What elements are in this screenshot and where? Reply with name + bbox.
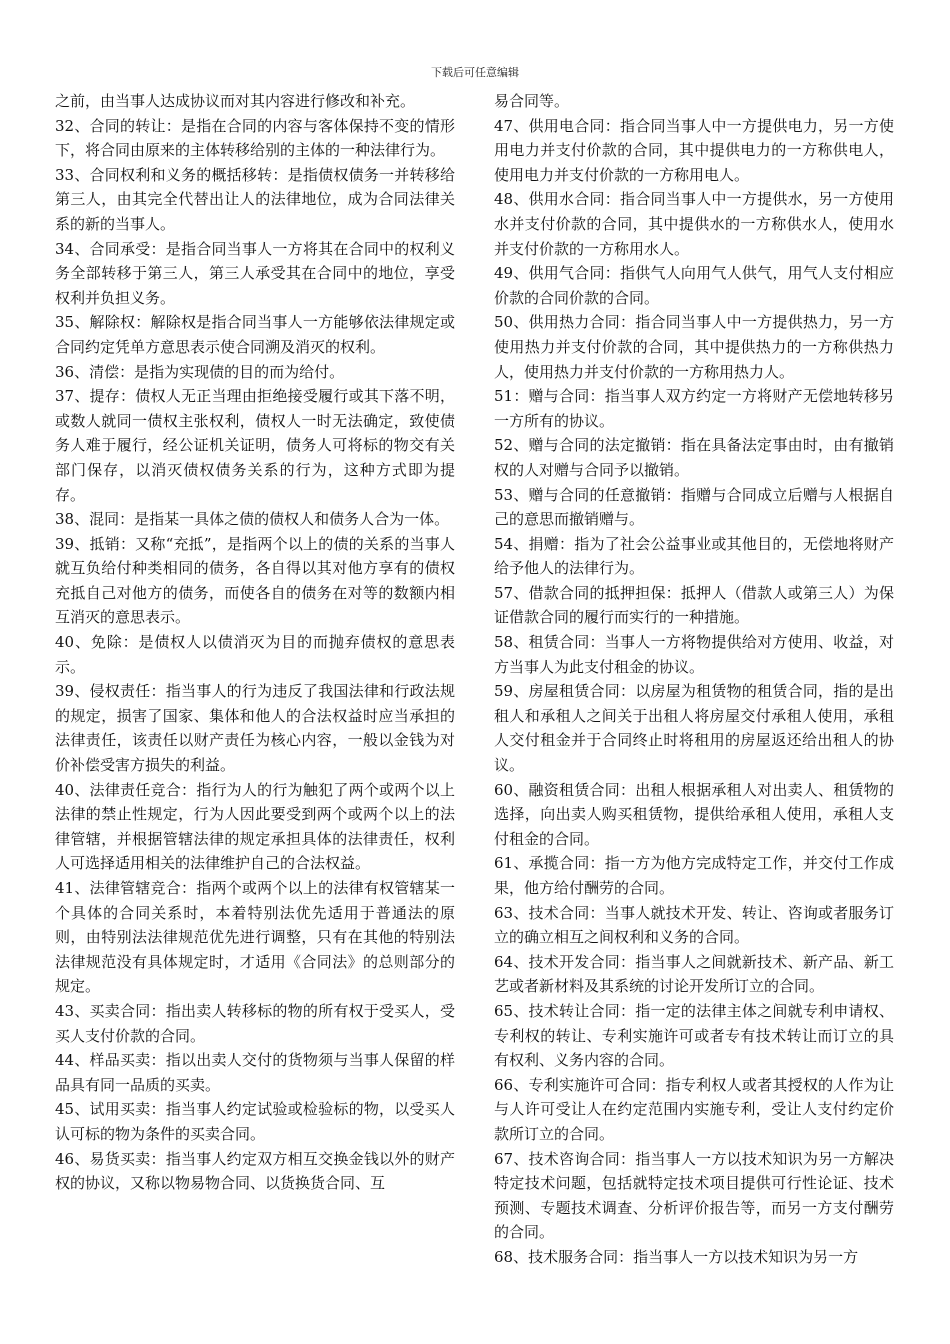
definition-paragraph: 68、技术服务合同：指当事人一方以技术知识为另一方	[494, 1247, 859, 1266]
left-column	[55, 89, 455, 1196]
definition-paragraph: 53、赠与合同的任意撤销：指赠与合同成立后赠与人根据自己的意思而撤销赠与。	[494, 485, 894, 529]
definition-paragraph: 63、技术合同：当事人就技术开发、转让、咨询或者服务订立的确立相互之间权利和义务的合同。	[494, 903, 894, 947]
definition-paragraph: 39、侵权责任：指当事人的行为违反了我国法律和行政法规的规定，损害了国家、集体和他人的合法权益时应当承担的法律责任，该责任以财产责任为核心内容，一般以金钱为对价补偿受害方损失的利益。	[55, 682, 455, 775]
definition-paragraph: 52、赠与合同的法定撤销：指在具备法定事由时，由有撤销权的人对赠与合同予以撤销。	[494, 436, 894, 479]
definition-paragraph: 59、房屋租赁合同：以房屋为租赁物的租赁合同，指的是出租人和承租人之间关于出租人将房屋交付承租人使用，承租人交付租金并于合同终止时将租用的房屋返还给出租人的协议。	[494, 682, 894, 775]
definition-paragraph: 57、借款合同的抵押担保：抵押人（借款人或第三人）为保证借款合同的履行而实行的一种措施。	[494, 583, 894, 627]
definition-paragraph: 37、提存：债权人无正当理由拒绝接受履行或其下落不明，或数人就同一债权主张权利，债权人一时无法确定，致使债务人难于履行，经公证机关证明，债务人可将标的物交有关部门保存，以消灭债权债务关系的行为，这种方式即为提存。	[55, 387, 455, 504]
definition-paragraph: 48、供用水合同：指合同当事人中一方提供水，另一方使用水并支付价款的合同，其中提供水的一方称供水人，使用水并支付价款的一方称用水人。	[494, 190, 894, 258]
page-header: 下载后可任意编辑	[431, 66, 519, 79]
definition-paragraph: 34、合同承受：是指合同当事人一方将其在合同中的权利义务全部转移于第三人，第三人承受其在合同中的地位，享受权利并负担义务。	[55, 239, 455, 307]
definition-paragraph: 39、抵销：又称“充抵”，是指两个以上的债的关系的当事人就互负给付种类相同的债务，各自得以其对他方享有的债权充抵自己对他方的债务，而使各自的债务在对等的数额内相互消灭的意思表示。	[55, 534, 455, 627]
definition-paragraph: 66、专利实施许可合同：指专利权人或者其授权的人作为让与人许可受让人在约定范围内实施专利，受让人支付约定价款所订立的合同。	[494, 1075, 894, 1143]
definition-paragraph: 之前，由当事人达成协议而对其内容进行修改和补充。	[55, 92, 416, 110]
definition-paragraph: 46、易货买卖：指当事人约定双方相互交换金钱以外的财产权的协议，又称以物易物合同、以货换货合同、互	[55, 1149, 455, 1193]
right-column	[494, 89, 894, 1270]
definition-paragraph: 38、混同：是指某一具体之债的债权人和债务人合为一体。	[55, 510, 450, 529]
definition-paragraph: 54、捐赠：指为了社会公益事业或其他目的，无偿地将财产给予他人的法律行为。	[494, 534, 894, 578]
definition-paragraph: 50、供用热力合同：指合同当事人中一方提供热力，另一方使用热力并支付价款的合同，其中提供热力的一方称供热力人，使用热力并支付价款的一方称用热力人。	[494, 313, 894, 381]
definition-paragraph: 58、租赁合同：当事人一方将物提供给对方使用、收益，对方当事人为此支付租金的协议。	[494, 633, 894, 676]
definition-paragraph: 43、买卖合同：指出卖人转移标的物的所有权于受买人，受买人支付价款的合同。	[55, 1001, 455, 1045]
definition-paragraph: 51：赠与合同：指当事人双方约定一方将财产无偿地转移另一方所有的协议。	[494, 387, 894, 430]
definition-paragraph: 33、合同权利和义务的概括移转：是指债权债务一并转移给第三人，由其完全代替出让人的法律地位，成为合同法律关系的新的当事人。	[55, 165, 455, 233]
definition-paragraph: 易合同等。	[494, 92, 570, 110]
definition-paragraph: 49、供用气合同：指供气人向用气人供气，用气人支付相应价款的合同价款的合同。	[494, 264, 894, 307]
definition-paragraph: 32、合同的转让：是指在合同的内容与客体保持不变的情形下，将合同由原来的主体转移给别的主体的一种法律行为。	[55, 116, 455, 160]
definition-paragraph: 41、法律管辖竞合：指两个或两个以上的法律有权管辖某一个具体的合同关系时，本着特别法优先适用于普通法的原则，由特别法法律规范优先进行调整，只有在其他的特别法法律规范没有具体规定时，才适用《合同法》的总则部分的规定。	[55, 879, 455, 996]
definition-paragraph: 61、承揽合同：指一方为他方完成特定工作，并交付工作成果，他方给付酬劳的合同。	[494, 854, 894, 897]
definition-paragraph: 67、技术咨询合同：指当事人一方以技术知识为另一方解决特定技术问题，包括就特定技术项目提供可行性论证、技术预测、专题技术调查、分析评价报告等，而另一方支付酬劳的合同。	[494, 1149, 894, 1242]
definition-paragraph: 47、供用电合同：指合同当事人中一方提供电力，另一方使用电力并支付价款的合同，其中提供电力的一方称供电人，使用电力并支付价款的一方称用电人。	[494, 116, 894, 184]
definition-paragraph: 35、解除权：解除权是指合同当事人一方能够依法律规定或合同约定凭单方意思表示使合同溯及消灭的权利。	[55, 313, 455, 356]
definition-paragraph: 60、融资租赁合同：出租人根据承租人对出卖人、租赁物的选择，向出卖人购买租赁物，提供给承租人使用，承租人支付租金的合同。	[494, 780, 894, 848]
definition-paragraph: 44、样品买卖：指以出卖人交付的货物须与当事人保留的样品具有同一品质的买卖。	[55, 1051, 455, 1094]
definition-paragraph: 36、清偿：是指为实现债的目的而为给付。	[55, 362, 345, 381]
definition-paragraph: 45、试用买卖：指当事人约定试验或检验标的物，以受买人认可标的物为条件的买卖合同。	[55, 1100, 455, 1143]
definition-paragraph: 65、技术转让合同：指一定的法律主体之间就专利申请权、专利权的转让、专利实施许可或者专有技术转让而订立的具有权利、义务内容的合同。	[494, 1001, 894, 1070]
definition-paragraph: 40、免除：是债权人以债消灭为目的而抛弃债权的意思表示。	[55, 633, 455, 676]
definition-paragraph: 40、法律责任竞合：指行为人的行为触犯了两个或两个以上法律的禁止性规定，行为人因此要受到两个或两个以上的法律管辖，并根据管辖法律的规定承担具体的法律责任，权利人可选择适用相关的法律维护自己的合法权益。	[55, 780, 455, 873]
definition-paragraph: 64、技术开发合同：指当事人之间就新技术、新产品、新工艺或者新材料及其系统的讨论开发所订立的合同。	[494, 952, 894, 996]
